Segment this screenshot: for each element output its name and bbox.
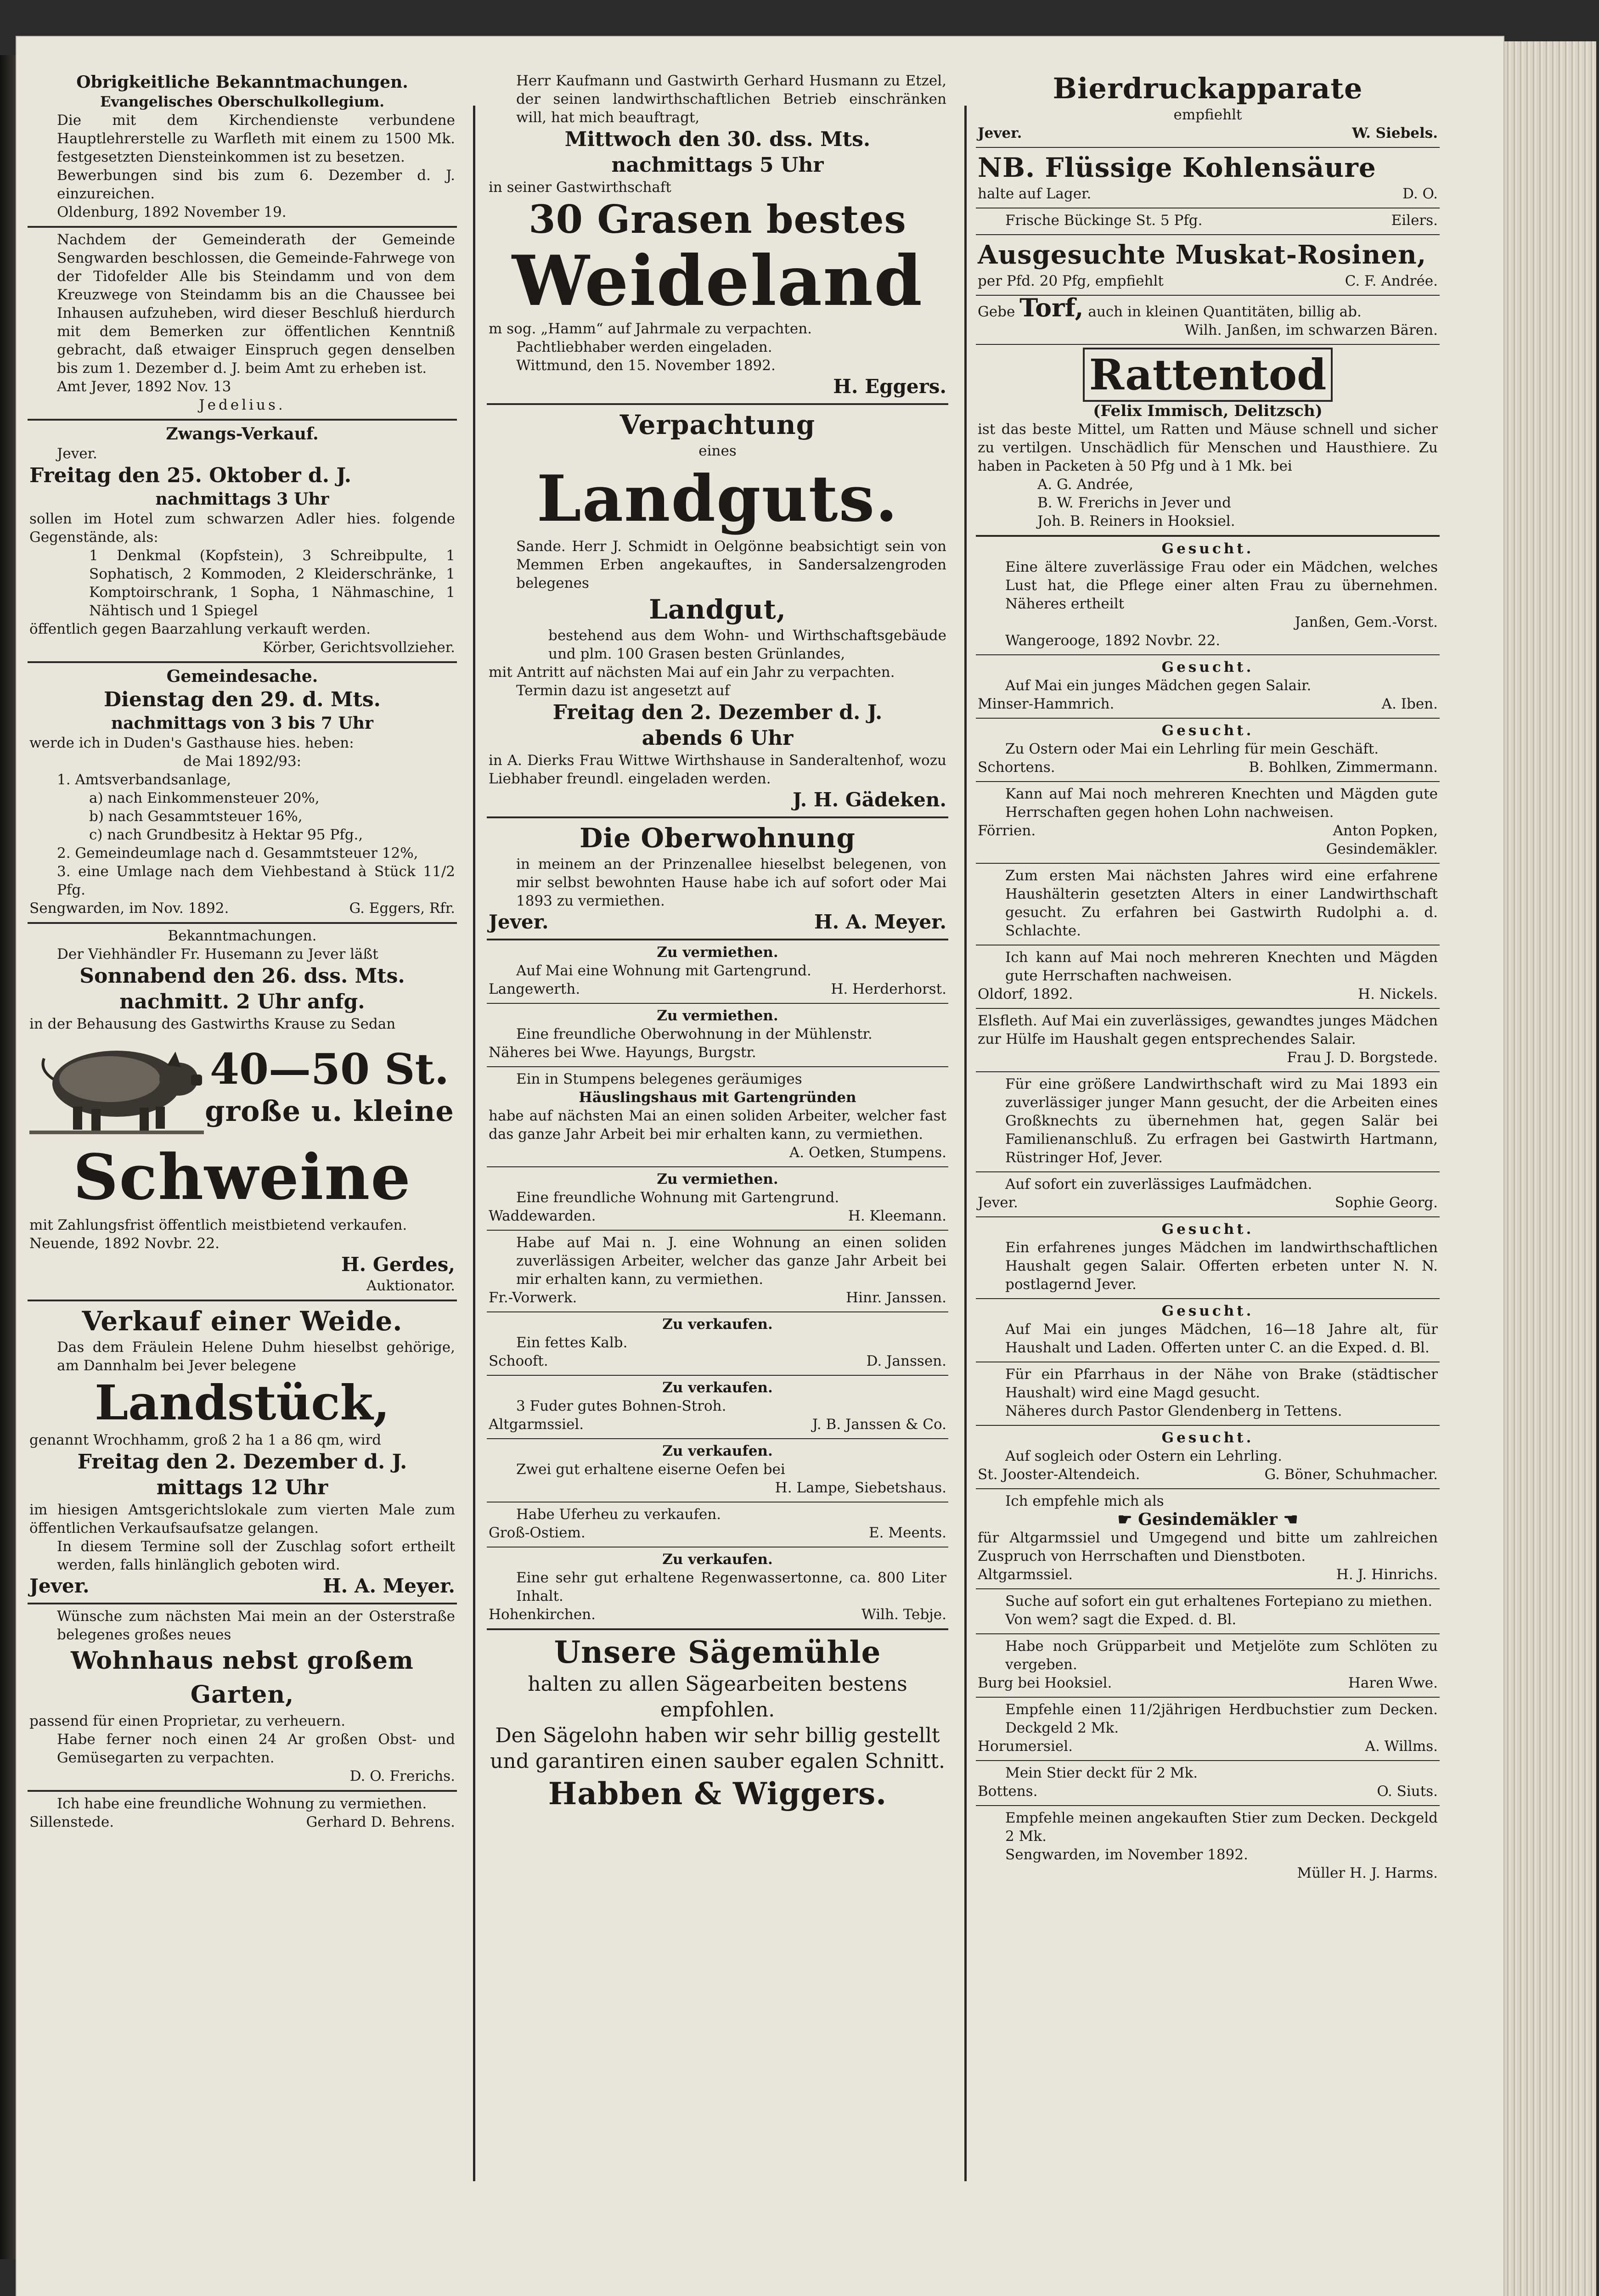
ad-text: habe auf nächsten Mai an einen soliden Arbeiter, welcher fast das ganze Jahr Arbeit bei mir erhalten kann, zu vermiethen. <box>489 1108 946 1142</box>
ad-place: Waddewarden. <box>489 1208 596 1224</box>
ad-title-wrap <box>978 348 1438 402</box>
ad-footer <box>489 1207 946 1225</box>
book-spine <box>0 55 16 2259</box>
page-edges <box>1504 41 1596 2296</box>
ad-signature: Frau J. D. Borgstede. <box>1287 1049 1438 1066</box>
ad-title: Gemeindesache. <box>166 667 318 686</box>
ad-date: Sonnabend den 26. dss. Mts. <box>79 964 405 988</box>
ad-text-lead: Gebe <box>978 304 1015 320</box>
ad-footer <box>978 211 1438 230</box>
ad-footer <box>978 822 1438 840</box>
ad-gesucht-6 <box>976 1426 1440 1489</box>
ad-vermiethen-3 <box>487 1167 948 1231</box>
ad-signature: Wilh. Janßen, im schwarzen Bären. <box>1184 322 1438 338</box>
ad-torf <box>976 293 1440 345</box>
ad-title: Zu verkaufen. <box>662 1443 773 1459</box>
ad-text: in seiner Gastwirthschaft <box>489 179 671 196</box>
ad-footer <box>978 695 1438 713</box>
ad-text: werde ich in Duden's Gasthause hies. heben: <box>29 735 354 751</box>
ad-text: ist das beste Mittel, um Ratten und Mäuse schnell und sicher zu vertilgen. Unschädlich für Menschen und Hausthiere. Zu haben in Packeten à 50 Pfg und à 1 Mk. bei <box>978 421 1438 474</box>
ad-text: in meinem an der Prinzenallee hieselbst belegenen, von mir selbst bewohnten Hause habe ich auf sofort oder Mai 1893 zu vermiethen. <box>516 856 946 909</box>
ad-herdbuchstier <box>976 1698 1440 1761</box>
ad-text: Auf Mai ein junges Mädchen, 16—18 Jahre alt, für Haushalt und Laden. Offerten unter C. an die Exped. d. Bl. <box>1005 1321 1438 1356</box>
ad-signature: Haren Wwe. <box>1348 1675 1438 1691</box>
ad-signature: H. A. Meyer. <box>814 911 946 933</box>
ad-text: Von wem? sagt die Exped. d. Bl. <box>1005 1611 1237 1628</box>
ad-time: nachmitt. 2 Uhr anfg. <box>119 990 365 1013</box>
ad-stier <box>976 1761 1440 1806</box>
ad-rosinen <box>976 235 1440 296</box>
ad-gesucht-5 <box>976 1299 1440 1362</box>
ad-weideland <box>487 69 948 405</box>
ad-grossknecht <box>976 1072 1440 1172</box>
ad-signature: G. Böner, Schuhmacher. <box>1264 1466 1438 1483</box>
ad-text: Suche auf sofort ein gut erhaltenes Fortepiano zu miethen. <box>1005 1593 1433 1609</box>
ad-title: Rattentod <box>1083 348 1333 402</box>
ad-text: genannt Wrochhamm, groß 2 ha 1 a 86 qm, wird <box>29 1432 382 1448</box>
ad-text: Habe ferner noch einen 24 Ar großen Obst- und Gemüsegarten zu verpachten. <box>57 1731 455 1766</box>
ad-text: Bewerbungen sind bis zum 6. Dezember d. J. einzureichen. <box>57 167 455 202</box>
ad-nickels <box>976 945 1440 1009</box>
ad-text: Näheres bei Wwe. Hayungs, Burgstr. <box>489 1044 756 1061</box>
ad-footer <box>489 910 946 934</box>
section-title: Bekanntmachungen. <box>168 928 317 944</box>
ad-title: Bierdruckapparate <box>1053 72 1363 105</box>
ad-text: Für ein Pfarrhaus in der Nähe von Brake (städtischer Haushalt) wird eine Magd gesucht. <box>1005 1366 1438 1401</box>
ad-place: Altgarmssiel. <box>489 1416 584 1433</box>
ad-text: m sog. „Hamm“ auf Jahrmale zu verpachten. <box>489 321 812 337</box>
ad-text-rest: auch in kleinen Quantitäten, billig ab. <box>1088 304 1362 320</box>
ad-signature: Körber, Gerichtsvollzieher. <box>263 639 455 656</box>
ad-signature-role: Auktionator. <box>366 1277 455 1294</box>
ad-text: in der Behausung des Gastwirths Krause zu Sedan <box>29 1016 396 1032</box>
levy-item: c) nach Grundbesitz à Hektar 95 Pfg., <box>89 827 363 843</box>
ad-place: St. Jooster-Altendeich. <box>978 1466 1140 1483</box>
ad-place: Horumersiel. <box>978 1738 1073 1755</box>
ad-place: Minser-Hammrich. <box>978 696 1115 712</box>
ad-footer <box>489 1605 946 1624</box>
ad-signature: J. H. Gädeken. <box>793 788 946 811</box>
pig-desc: große u. kleine <box>205 1094 454 1128</box>
ad-text: Die mit dem Kirchendienste verbundene Hauptlehrerstelle zu Warfleth mit einem zu 1500 Mk. festgesetzten Diensteinkommen ist zu besetzen. <box>57 112 455 165</box>
ad-text: Elsfleth. Auf Mai ein zuverlässiges, gewandtes junges Mädchen zur Hülfe im Haushalt gegen entsprechendes Salair. <box>978 1013 1438 1047</box>
ad-place: Sengwarden, im Nov. 1892. <box>29 900 229 917</box>
ad-text: Auf Mai eine Wohnung mit Gartengrund. <box>516 962 811 979</box>
ad-title: Gesucht. <box>1161 659 1254 675</box>
ad-signature: Wilh. Tebje. <box>861 1606 946 1623</box>
ad-text: mit Zahlungsfrist öffentlich meistbietend verkaufen. <box>29 1217 407 1233</box>
ad-text: Eine ältere zuverlässige Frau oder ein Mädchen, welches Lust hat, die Pflege einer alten Frau zu übernehmen. Näheres ertheilt <box>1005 559 1438 612</box>
ad-vermiethen-1 <box>487 940 948 1004</box>
ad-haeuslingshaus <box>487 1067 948 1167</box>
ad-haushaelterin <box>976 864 1440 945</box>
ad-signature: Eilers. <box>1391 212 1438 229</box>
section-title: Obrigkeitliche Bekanntmachungen. <box>76 73 408 92</box>
ad-title: NB. Flüssige Kohlensäure <box>978 152 1376 183</box>
levy-item: b) nach Gesammtsteuer 16%, <box>89 808 303 825</box>
ad-time: nachmittags 5 Uhr <box>611 153 824 177</box>
ad-verkaufen-4 <box>487 1548 948 1630</box>
ad-place: Altgarmssiel. <box>978 1566 1073 1583</box>
ad-footer <box>978 1465 1438 1484</box>
ad-signature: H. Kleemann. <box>848 1208 946 1224</box>
ad-title: Zwangs-Verkauf. <box>166 424 319 444</box>
ad-place: Oldorf, 1892. <box>978 986 1073 1002</box>
ad-date: Mittwoch den 30. dss. Mts. <box>564 128 871 151</box>
ad-keyword: Torf, <box>1019 293 1084 322</box>
ad-title: Gesucht. <box>1161 1303 1254 1319</box>
ad-text: im hiesigen Amtsgerichtslokale zum vierten Male zum öffentlichen Verkaufsaufsatze gelangen. <box>29 1502 455 1536</box>
ad-place: Neuende, 1892 Novbr. 22. <box>29 1235 220 1252</box>
ad-subtitle: (Felix Immisch, Delitzsch) <box>1093 402 1323 420</box>
ad-zwangsverkauf <box>28 421 457 663</box>
ad-place: Jever. <box>978 125 1022 141</box>
ad-signature: J. B. Janssen & Co. <box>812 1416 946 1433</box>
ad-place: Jever. <box>978 1194 1018 1211</box>
ad-text: Ich empfehle mich als <box>1005 1493 1164 1509</box>
ad-text: eines <box>698 443 737 459</box>
ad-footer <box>978 124 1438 142</box>
ad-place: Amt Jever, 1892 Nov. 13 <box>57 378 231 395</box>
pig-text <box>204 1044 455 1128</box>
ad-title: Die Oberwohnung <box>580 822 856 854</box>
ad-saegemuehle <box>487 1630 948 1818</box>
ad-weide <box>28 1301 457 1604</box>
ad-footer <box>978 758 1438 777</box>
ad-headline: Wohnhaus nebst großem Garten, <box>71 1647 414 1709</box>
ad-gemeindesache <box>28 663 457 924</box>
ad-signature: D. O. <box>1402 186 1438 202</box>
levy-item: a) nach Einkommensteuer 20%, <box>89 790 320 806</box>
ad-footer <box>978 1782 1438 1801</box>
ad-date: Freitag den 2. Dezember d. J. <box>552 701 883 724</box>
column-rule-1 <box>473 106 475 2181</box>
ad-text: Ich habe eine freundliche Wohnung zu vermiethen. <box>57 1795 427 1812</box>
ad-gesucht-2 <box>976 655 1440 719</box>
ad-place: Schortens. <box>978 759 1055 776</box>
ad-headline: Landstück, <box>95 1374 390 1431</box>
ad-text: Zu Ostern oder Mai ein Lehrling für mein Geschäft. <box>1005 741 1379 757</box>
ad-place: Jever. <box>489 911 549 933</box>
ad-date: Dienstag den 29. d. Mts. <box>103 688 381 711</box>
ad-signature: Hinr. Janssen. <box>846 1289 946 1306</box>
ad-footer <box>978 1737 1438 1756</box>
ad-text: passend für einen Proprietar, zu verheuern. <box>29 1713 346 1729</box>
ad-text: Herr Kaufmann und Gastwirth Gerhard Husmann zu Etzel, der seinen landwirthschaftlichen Betrieb einschränken will, hat mich beauftragt, <box>516 73 946 126</box>
ad-title: Gesucht. <box>1161 1429 1254 1446</box>
ad-title: Verpachtung <box>619 409 816 440</box>
ad-signature: G. Eggers, Rfr. <box>349 900 455 917</box>
ad-text: Für eine größere Landwirthschaft wird zu Mai 1893 ein zuverlässiger junger Mann gesucht, der die Arbeiten eines Großknechts zu übernehmen hat, gegen Salär bei Familienanschluß. Zu erfragen bei Gastwirth Hartmann, Rüstringer Hof, Jever. <box>1005 1076 1438 1166</box>
ad-footer <box>978 1193 1438 1212</box>
ad-signature: Jedelius. <box>199 397 286 413</box>
ad-title: Zu vermiethen. <box>657 944 778 961</box>
ad-signature: A. Oetken, Stumpens. <box>789 1144 946 1161</box>
ad-signature: Janßen, Gem.-Vorst. <box>1295 614 1438 630</box>
ad-signature: A. Willms. <box>1365 1738 1438 1755</box>
ad-title: Zu verkaufen. <box>662 1316 773 1333</box>
ad-text: mit Antritt auf nächsten Mai auf ein Jahr zu verpachten. <box>489 664 895 681</box>
ad-signature: D. Janssen. <box>866 1353 946 1369</box>
ad-text: Empfehle meinen angekauften Stier zum Decken. Deckgeld 2 Mk. <box>1005 1810 1438 1845</box>
ad-text: Eine freundliche Oberwohnung in der Mühlenstr. <box>516 1026 873 1042</box>
ad-text: Kann auf Mai noch mehreren Knechten und Mägden gute Herrschaften gegen hohen Lohn nachweisen. <box>1005 786 1438 821</box>
ad-text: 3 Fuder gutes Bohnen-Stroh. <box>516 1398 726 1414</box>
ad-verkaufen-3 <box>487 1439 948 1503</box>
ad-time: nachmittags 3 Uhr <box>155 490 329 509</box>
ad-rattentod <box>976 345 1440 537</box>
ad-footer <box>978 1674 1438 1692</box>
ad-place: Sengwarden, im November 1892. <box>1005 1846 1248 1863</box>
ad-place: Oldenburg, 1892 November 19. <box>57 204 287 220</box>
ad-signature: W. Siebels. <box>1352 125 1438 141</box>
ad-fortepiano <box>976 1589 1440 1634</box>
ad-vermiethen-2 <box>487 1004 948 1067</box>
ad-place: Bottens. <box>978 1783 1038 1800</box>
ad-signature: H. Herderhorst. <box>831 981 946 997</box>
ad-signature: Müller H. J. Harms. <box>1297 1865 1438 1881</box>
ad-title: Ausgesuchte Muskat-Rosinen, <box>978 240 1427 270</box>
pig-headline: Schweine <box>73 1141 411 1214</box>
ad-bierdruck <box>976 69 1440 148</box>
pig-row <box>29 1033 455 1139</box>
ad-text: Empfehle einen 11/2jährigen Herdbuchstier zum Decken. Deckgeld 2 Mk. <box>1005 1701 1438 1736</box>
ad-title: Zu vermiethen. <box>657 1007 778 1024</box>
ad-headline: Weideland <box>512 241 923 321</box>
ad-grupparbeit <box>976 1634 1440 1698</box>
ad-text <box>978 293 1438 322</box>
ad-title: Gesindemäkler <box>1138 1510 1278 1529</box>
ad-signature: D. O. Frerichs. <box>349 1768 455 1784</box>
ad-signature: Anton Popken, <box>1333 822 1438 839</box>
column-rule-2 <box>964 106 967 2181</box>
ad-footer <box>489 980 946 998</box>
ad-text: Ein fettes Kalb. <box>516 1334 628 1351</box>
column-left <box>28 69 457 2190</box>
ad-text: Termin dazu ist angesetzt auf <box>516 682 730 699</box>
ad-text: halten zu allen Sägearbeiten bestens empfohlen. <box>528 1672 907 1722</box>
vendor: B. W. Frerichs in Jever und <box>1037 495 1231 511</box>
ad-gesucht-3 <box>976 719 1440 782</box>
ad-signature: H. Lampe, Siebetshaus. <box>775 1480 946 1496</box>
vendor: Joh. B. Reiners in Hooksiel. <box>1037 513 1235 529</box>
ad-signature: H. A. Meyer. <box>323 1575 455 1597</box>
ad-signature: B. Bohlken, Zimmermann. <box>1249 759 1438 776</box>
ad-text: Auf Mai ein junges Mädchen gegen Salair. <box>1005 677 1312 694</box>
ad-title: Gesucht. <box>1161 722 1254 739</box>
ad-footer <box>978 185 1438 203</box>
ad-text: empfiehlt <box>1173 107 1242 123</box>
ad-items: 1 Denkmal (Kopfstein), 3 Schreibpulte, 1 Sophatisch, 2 Kommoden, 2 Kleiderschränke, 1 Komptoirschrank, 1 Sopha, 1 Nähmaschine, 1 Nähtisch und 1 Spiegel <box>89 547 455 619</box>
ad-text: Mein Stier deckt für 2 Mk. <box>1005 1765 1198 1781</box>
ad-title: Verkauf einer Weide. <box>82 1306 403 1337</box>
ad-signature-role: Gesindemäkler. <box>1326 841 1438 857</box>
ad-text: Eine sehr gut erhaltene Regenwassertonne, ca. 800 Liter Inhalt. <box>516 1570 946 1604</box>
ad-text: Wünsche zum nächsten Mai mein an der Osterstraße belegenes großes neues <box>57 1608 455 1643</box>
ad-verkaufen-1 <box>487 1312 948 1376</box>
ad-signature: C. F. Andrée. <box>1345 273 1438 289</box>
ad-title: Zu vermiethen. <box>657 1171 778 1187</box>
ad-place: Groß-Ostiem. <box>489 1525 586 1541</box>
ad-signature: Habben & Wiggers. <box>548 1776 887 1812</box>
ad-signature: Gerhard D. Behrens. <box>306 1814 455 1830</box>
ad-text: Der Viehhändler Fr. Husemann zu Jever läßt <box>57 946 378 962</box>
ad-title: Zu verkaufen. <box>662 1379 773 1396</box>
ad-bueckinge <box>976 208 1440 235</box>
ad-signature: H. Nickels. <box>1358 986 1438 1002</box>
ad-text: Ein erfahrenes junges Mädchen im landwirthschaftlichen Haushalt gegen Salair. Offerten erbeten unter N. N. postlagernd Jever. <box>1005 1239 1438 1293</box>
ad-text: Ich kann auf Mai noch mehreren Knechten und Mägden gute Herrschaften nachweisen. <box>1005 949 1438 984</box>
ad-title-wrap <box>978 1510 1438 1529</box>
ad-headline: Landguts. <box>536 461 899 536</box>
ad-text: Frische Bückinge St. 5 Pfg. <box>1005 212 1203 229</box>
vendor: A. G. Andrée, <box>1037 476 1134 493</box>
ad-date: Freitag den 25. Oktober d. J. <box>29 464 352 487</box>
levy-item: 3. eine Umlage nach dem Viehbestand à Stück 11/2 Pfg. <box>57 863 455 898</box>
ad-text: Pachtliebhaber werden eingeladen. <box>516 339 772 355</box>
ad-gemeindewege <box>28 228 457 421</box>
ad-gesindemaekler <box>976 1489 1440 1589</box>
pig-count: 40—50 St. <box>209 1044 450 1094</box>
ad-text: Auf sofort ein zuverlässiges Laufmädchen. <box>1005 1176 1312 1193</box>
ad-place: Schooft. <box>489 1353 548 1369</box>
ad-signature: H. Eggers. <box>833 375 946 398</box>
ad-landgut <box>487 405 948 818</box>
ad-signature: Sophie Georg. <box>1334 1194 1438 1211</box>
ad-amount: 30 Grasen bestes <box>529 197 906 242</box>
ad-footer <box>29 1813 455 1831</box>
ad-text: Eine freundliche Wohnung mit Gartengrund. <box>516 1189 839 1206</box>
ad-text: Ein in Stumpens belegenes geräumiges <box>516 1071 802 1087</box>
ad-footer <box>489 1415 946 1434</box>
ad-signature: A. Iben. <box>1381 696 1438 712</box>
ad-text: de Mai 1892/93: <box>183 753 302 770</box>
ad-footer <box>978 985 1438 1003</box>
ad-place: Burg bei Hooksiel. <box>978 1675 1112 1691</box>
ad-kohlensaeure <box>976 148 1440 208</box>
ad-title: Gesucht. <box>1161 540 1254 557</box>
ad-text: Habe auf Mai n. J. eine Wohnung an einen soliden zuverlässigen Arbeiter, welcher das ganze Jahr Arbeit bei mir erhalten kann, zu vermiethen. <box>516 1234 946 1288</box>
ad-uferheu <box>487 1503 948 1548</box>
ad-footer <box>489 1289 946 1307</box>
ad-subheadline: Landgut, <box>649 594 786 625</box>
ad-brake <box>976 1362 1440 1426</box>
ad-text: Nachdem der Gemeinderath der Gemeinde Sengwarden beschlossen, die Gemeinde-Fahrwege von der Tidofelder Alle bis Steindamm und von dem Kreuzwege von Steindamm bis an die Chaussee bei Inhausen aufzuheben, wird dieser Beschluß hierdurch mit dem Bemerken zur öffentlichen Kenntniß gebracht, daß etwaiger Einspruch gegen denselben bis zum 1. Dezember d. J. beim Amt zu erheben ist. <box>57 231 455 377</box>
pointing-hand-icon: ☛ <box>1117 1510 1138 1529</box>
column-middle <box>487 69 948 2190</box>
ad-verkaufen-2 <box>487 1376 948 1439</box>
ad-time: abends 6 Uhr <box>642 726 794 750</box>
ad-harms <box>976 1806 1440 1887</box>
ad-place: Wangerooge, 1892 Novbr. 22. <box>1005 632 1221 649</box>
ad-footer <box>978 1565 1438 1584</box>
ad-wohnhaus <box>28 1604 457 1792</box>
ad-signature: H. J. Hinrichs. <box>1336 1566 1438 1583</box>
ad-place: Jever. <box>57 445 97 462</box>
ad-oberschulkollegium <box>28 69 457 228</box>
ad-footer <box>489 1352 946 1370</box>
ad-text: Sande. Herr J. Schmidt in Oelgönne beabsichtigt sein von Memmen Erben angekauftes, in Sandersalzengroden belegenes <box>516 538 946 591</box>
ad-gesucht-4 <box>976 1217 1440 1299</box>
ad-text: Das dem Fräulein Helene Duhm hieselbst gehörige, am Dannhalm bei Jever belegene <box>57 1339 455 1374</box>
ad-text: sollen im Hotel zum schwarzen Adler hies. folgende Gegenstände, als: <box>29 511 455 546</box>
ad-place: Fr.-Vorwerk. <box>489 1289 577 1306</box>
ad-text: Den Sägelohn haben wir sehr billig gestellt und garantiren einen sauber egalen Schnitt. <box>490 1724 945 1773</box>
ad-text: Zum ersten Mai nächsten Jahres wird eine erfahrene Haushälterin gesetzten Alters in einer Landwirthschaft gesucht. Zu erfahren bei Gastwirth Rudolphi a. d. Schlachte. <box>1005 867 1438 939</box>
ad-title: Gesucht. <box>1161 1221 1254 1238</box>
ad-text: Zwei gut erhaltene eiserne Oefen bei <box>516 1461 785 1478</box>
ad-place: Jever. <box>29 1575 90 1597</box>
ad-text: In diesem Termine soll der Zuschlag sofort ertheilt werden, falls hinlänglich geboten wird. <box>57 1538 455 1573</box>
ad-title: Evangelisches Oberschulkollegium. <box>100 94 384 110</box>
ad-popken <box>976 782 1440 864</box>
ad-behrens <box>28 1792 457 1836</box>
ad-laufmaedchen <box>976 1172 1440 1217</box>
pointing-hand-icon: ☚ <box>1277 1510 1298 1529</box>
ad-footer <box>978 272 1438 290</box>
ad-text: per Pfd. 20 Pfg, empfiehlt <box>978 273 1164 289</box>
ad-time: nachmittags von 3 bis 7 Uhr <box>111 714 373 733</box>
ad-text: in A. Dierks Frau Wittwe Wirthshause in Sanderaltenhof, wozu Liebhaber freundl. eingeladen werden. <box>489 752 946 787</box>
ad-gesucht-1 <box>976 537 1440 655</box>
ad-place: Wittmund, den 15. November 1892. <box>516 357 776 374</box>
ad-text: bestehend aus dem Wohn- und Wirthschaftsgebäude und plm. 100 Grasen besten Grünlandes, <box>548 627 946 662</box>
levy-item: 1. Amtsverbandsanlage, <box>57 771 231 788</box>
ad-oberwohnung <box>487 818 948 940</box>
ad-place: Förrien. <box>978 822 1036 839</box>
ad-date: Freitag den 2. Dezember d. J. <box>77 1450 407 1474</box>
ad-signature: H. Gerdes, <box>341 1253 455 1276</box>
ad-title: Häuslingshaus mit Gartengründen <box>579 1089 856 1106</box>
ad-text: Habe Uferheu zu verkaufen. <box>516 1506 721 1523</box>
ad-footer <box>489 1524 946 1542</box>
ad-signature: E. Meents. <box>869 1525 946 1541</box>
ad-text: halte auf Lager. <box>978 186 1092 202</box>
ad-vorwerk <box>487 1231 948 1312</box>
column-right <box>976 69 1440 2190</box>
ad-title: Unsere Sägemühle <box>554 1634 881 1670</box>
ad-signature: O. Siuts. <box>1377 1783 1438 1800</box>
ad-text: Näheres durch Pastor Glendenberg in Tettens. <box>1005 1403 1342 1419</box>
pig-icon <box>29 1033 204 1139</box>
ad-elsfleth <box>976 1009 1440 1072</box>
ad-text: Auf sogleich oder Ostern ein Lehrling. <box>1005 1448 1283 1464</box>
ad-footer <box>29 1574 455 1598</box>
levy-item: 2. Gemeindeumlage nach d. Gesammtsteuer 12%, <box>57 845 418 861</box>
ad-place: Langewerth. <box>489 981 580 997</box>
ad-schweine <box>28 924 457 1301</box>
ad-text: für Altgarmssiel und Umgegend und bitte um zahlreichen Zuspruch von Herrschaften und Dienstboten. <box>978 1530 1438 1564</box>
ad-place: Sillenstede. <box>29 1814 114 1830</box>
ad-footer <box>29 899 455 917</box>
ad-text: öffentlich gegen Baarzahlung verkauft werden. <box>29 621 371 637</box>
ad-text: Habe noch Grüpparbeit und Metjelöte zum Schlöten zu vergeben. <box>1005 1638 1438 1673</box>
ad-place: Hohenkirchen. <box>489 1606 596 1623</box>
ad-time: mittags 12 Uhr <box>156 1476 328 1499</box>
ad-title: Zu verkaufen. <box>662 1551 773 1568</box>
